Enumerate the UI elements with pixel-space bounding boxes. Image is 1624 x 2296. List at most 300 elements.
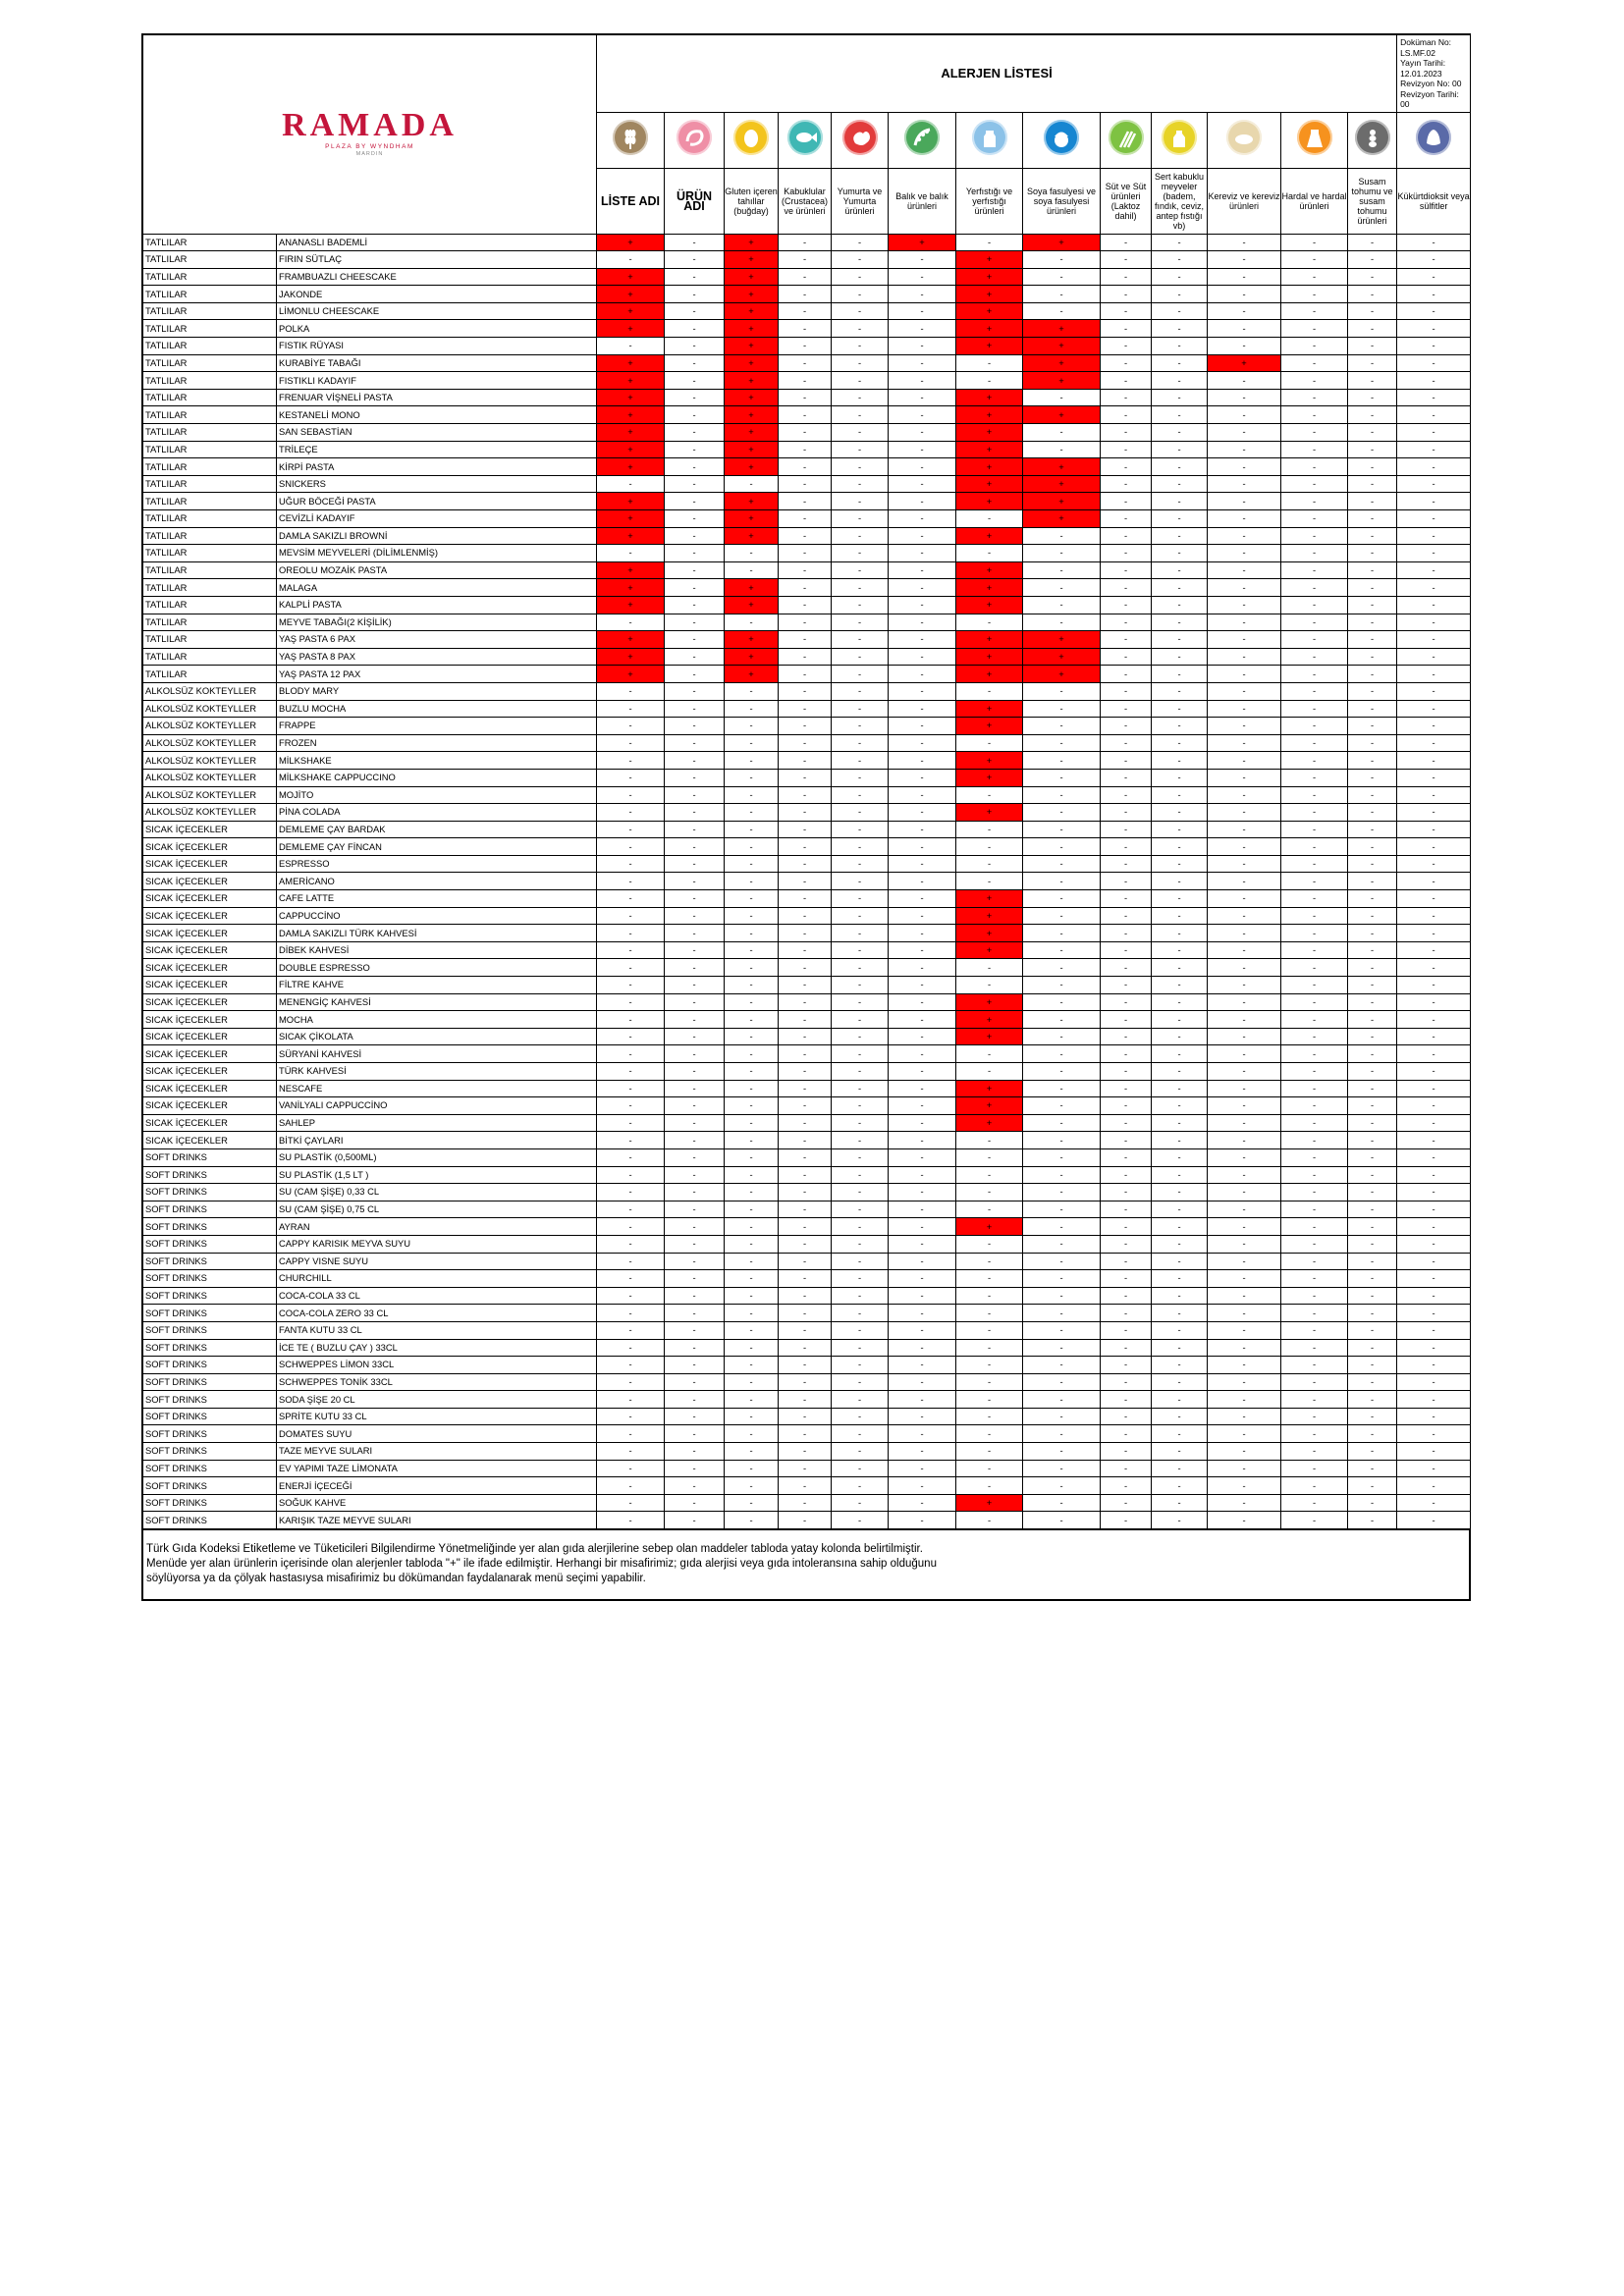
allergen-absent-cell: -: [1348, 1408, 1397, 1425]
allergen-absent-cell: -: [779, 873, 832, 890]
allergen-absent-cell: -: [597, 1166, 665, 1184]
allergen-absent-cell: -: [1152, 959, 1208, 977]
allergen-absent-cell: -: [1208, 1512, 1281, 1529]
allergen-absent-cell: -: [1023, 545, 1101, 562]
allergen-absent-cell: -: [779, 821, 832, 838]
list-name-cell: SICAK İÇECEKLER: [143, 1114, 277, 1132]
allergen-absent-cell: -: [1152, 1460, 1208, 1477]
allergen-absent-cell: -: [1152, 1063, 1208, 1081]
list-name-cell: SOFT DRINKS: [143, 1408, 277, 1425]
allergen-absent-cell: -: [1348, 941, 1397, 959]
allergen-absent-cell: -: [1397, 354, 1471, 372]
allergen-absent-cell: -: [1208, 372, 1281, 390]
allergen-icon-cell: [889, 112, 956, 168]
allergen-present-cell: +: [597, 561, 665, 579]
product-name-cell: COCA-COLA 33 CL: [277, 1287, 597, 1305]
allergen-absent-cell: -: [1208, 579, 1281, 597]
allergen-absent-cell: -: [832, 1512, 889, 1529]
allergen-absent-cell: -: [665, 1270, 725, 1288]
table-row: [143, 1512, 1471, 1529]
product-name-cell: SNICKERS: [277, 475, 597, 493]
allergen-absent-cell: -: [1023, 977, 1101, 994]
allergen-absent-cell: -: [1101, 1028, 1152, 1045]
allergen-column-header: Kereviz ve kereviz ürünleri: [1208, 168, 1281, 234]
allergen-absent-cell: -: [665, 993, 725, 1011]
allergen-absent-cell: -: [597, 959, 665, 977]
allergen-absent-cell: -: [665, 234, 725, 251]
allergen-absent-cell: -: [889, 631, 956, 649]
allergen-absent-cell: -: [832, 1305, 889, 1322]
footer-line-3: söylüyorsa ya da çölyak hastasıysa misafirimiz bu dökümandan faydalanarak menü seçimi yapabilir.: [146, 1573, 646, 1585]
allergen-absent-cell: -: [1101, 631, 1152, 649]
allergen-absent-cell: -: [665, 1443, 725, 1461]
allergen-present-cell: +: [956, 907, 1023, 925]
allergen-absent-cell: -: [1397, 1218, 1471, 1236]
allergen-absent-cell: -: [832, 718, 889, 735]
product-name-cell: LİMONLU CHEESCAKE: [277, 302, 597, 320]
allergen-absent-cell: -: [1397, 821, 1471, 838]
allergen-present-cell: +: [956, 268, 1023, 286]
allergen-absent-cell: -: [832, 838, 889, 856]
allergen-absent-cell: -: [597, 614, 665, 631]
allergen-absent-cell: -: [1023, 890, 1101, 908]
allergen-absent-cell: -: [832, 579, 889, 597]
allergen-absent-cell: -: [1397, 596, 1471, 614]
allergen-absent-cell: -: [889, 389, 956, 406]
list-name-cell: TATLILAR: [143, 614, 277, 631]
allergen-absent-cell: -: [725, 1235, 779, 1253]
allergen-absent-cell: -: [1208, 561, 1281, 579]
allergen-absent-cell: -: [832, 596, 889, 614]
allergen-absent-cell: -: [1152, 338, 1208, 355]
allergen-absent-cell: -: [1281, 475, 1348, 493]
allergen-absent-cell: -: [832, 389, 889, 406]
allergen-absent-cell: -: [1348, 734, 1397, 752]
allergen-absent-cell: -: [1152, 1321, 1208, 1339]
allergen-absent-cell: -: [597, 907, 665, 925]
allergen-absent-cell: -: [1397, 1443, 1471, 1461]
allergen-absent-cell: -: [597, 821, 665, 838]
list-name-cell: TATLILAR: [143, 389, 277, 406]
allergen-absent-cell: -: [1281, 666, 1348, 683]
allergen-absent-cell: -: [1397, 614, 1471, 631]
allergen-absent-cell: -: [1348, 1287, 1397, 1305]
allergen-absent-cell: -: [956, 838, 1023, 856]
allergen-absent-cell: -: [1348, 855, 1397, 873]
allergen-absent-cell: -: [665, 614, 725, 631]
table-row: [143, 734, 1471, 752]
allergen-absent-cell: -: [1101, 838, 1152, 856]
allergen-absent-cell: -: [725, 1253, 779, 1270]
product-name-cell: CHURCHILL: [277, 1270, 597, 1288]
allergen-absent-cell: -: [1152, 458, 1208, 476]
allergen-absent-cell: -: [725, 941, 779, 959]
allergen-present-cell: +: [1208, 354, 1281, 372]
allergen-absent-cell: -: [1397, 907, 1471, 925]
allergen-column-header: Hardal ve hardal ürünleri: [1281, 168, 1348, 234]
publish-date: Yayın Tarihi: 12.01.2023: [1400, 58, 1446, 79]
allergen-absent-cell: -: [597, 1114, 665, 1132]
allergen-absent-cell: -: [832, 338, 889, 355]
allergen-present-cell: +: [597, 648, 665, 666]
allergen-absent-cell: -: [1023, 1184, 1101, 1201]
allergen-absent-cell: -: [1348, 925, 1397, 942]
allergen-absent-cell: -: [597, 1357, 665, 1374]
allergen-absent-cell: -: [1397, 700, 1471, 718]
allergen-absent-cell: -: [1152, 286, 1208, 303]
allergen-absent-cell: -: [597, 1201, 665, 1218]
allergen-absent-cell: -: [1023, 1425, 1101, 1443]
list-name-cell: ALKOLSÜZ KOKTEYLLER: [143, 718, 277, 735]
allergen-present-cell: +: [956, 286, 1023, 303]
allergen-icon-cell: [1208, 112, 1281, 168]
list-name-cell: TATLILAR: [143, 424, 277, 442]
allergen-absent-cell: -: [1281, 682, 1348, 700]
allergen-absent-cell: -: [1101, 338, 1152, 355]
allergen-absent-cell: -: [1152, 855, 1208, 873]
product-name-cell: MEYVE TABAĞI(2 KİŞİLİK): [277, 614, 597, 631]
allergen-absent-cell: -: [665, 1148, 725, 1166]
allergen-absent-cell: -: [1281, 372, 1348, 390]
allergen-absent-cell: -: [597, 873, 665, 890]
allergen-absent-cell: -: [1023, 1148, 1101, 1166]
allergen-absent-cell: -: [1152, 1339, 1208, 1357]
product-name-cell: SAHLEP: [277, 1114, 597, 1132]
allergen-icon-cell: [779, 112, 832, 168]
allergen-present-cell: +: [597, 631, 665, 649]
allergen-column-header: Kükürtdioksit veya sülfitler: [1397, 168, 1471, 234]
allergen-absent-cell: -: [1023, 682, 1101, 700]
allergen-absent-cell: -: [1281, 941, 1348, 959]
allergen-absent-cell: -: [1101, 320, 1152, 338]
allergen-absent-cell: -: [1348, 1357, 1397, 1374]
allergen-absent-cell: -: [725, 682, 779, 700]
allergen-absent-cell: -: [1348, 1425, 1397, 1443]
logo-cell: [143, 35, 597, 235]
table-row: [143, 596, 1471, 614]
allergen-absent-cell: -: [597, 804, 665, 822]
allergen-absent-cell: -: [725, 1114, 779, 1132]
product-name-cell: YAŞ PASTA 6 PAX: [277, 631, 597, 649]
allergen-present-cell: +: [725, 338, 779, 355]
product-name-cell: DAMLA SAKIZLI BROWNİ: [277, 527, 597, 545]
allergen-column-header: Soya fasulyesi ve soya fasulyesi ürünleri: [1023, 168, 1101, 234]
allergen-absent-cell: -: [1208, 1063, 1281, 1081]
list-name-cell: SICAK İÇECEKLER: [143, 873, 277, 890]
allergen-column-header: Süt ve Süt ürünleri (Laktoz dahil): [1101, 168, 1152, 234]
allergen-absent-cell: -: [1101, 907, 1152, 925]
allergen-absent-cell: -: [779, 1270, 832, 1288]
allergen-absent-cell: -: [1348, 1063, 1397, 1081]
allergen-absent-cell: -: [597, 838, 665, 856]
allergen-absent-cell: -: [1348, 959, 1397, 977]
allergen-present-cell: +: [1023, 648, 1101, 666]
allergen-absent-cell: -: [1281, 579, 1348, 597]
allergen-absent-cell: -: [779, 1460, 832, 1477]
allergen-absent-cell: -: [665, 1253, 725, 1270]
allergen-absent-cell: -: [956, 1184, 1023, 1201]
allergen-absent-cell: -: [665, 1235, 725, 1253]
allergen-absent-cell: -: [597, 1080, 665, 1097]
allergen-absent-cell: -: [1152, 579, 1208, 597]
product-name-cell: VANİLYALI CAPPUCCİNO: [277, 1097, 597, 1115]
allergen-absent-cell: -: [1281, 890, 1348, 908]
allergen-present-cell: +: [956, 890, 1023, 908]
allergen-present-cell: +: [725, 268, 779, 286]
list-name-cell: TATLILAR: [143, 251, 277, 269]
allergen-absent-cell: -: [832, 907, 889, 925]
allergen-absent-cell: -: [1023, 1080, 1101, 1097]
allergen-absent-cell: -: [725, 561, 779, 579]
allergen-absent-cell: -: [1397, 873, 1471, 890]
product-name-cell: KESTANELİ MONO: [277, 406, 597, 424]
list-name-cell: SICAK İÇECEKLER: [143, 1045, 277, 1063]
allergen-present-cell: +: [956, 579, 1023, 597]
table-row: [143, 458, 1471, 476]
allergen-absent-cell: -: [1023, 993, 1101, 1011]
allergen-absent-cell: -: [1101, 1357, 1152, 1374]
allergen-absent-cell: -: [1101, 890, 1152, 908]
allergen-absent-cell: -: [956, 1477, 1023, 1495]
allergen-absent-cell: -: [1348, 1321, 1397, 1339]
allergen-absent-cell: -: [1397, 286, 1471, 303]
allergen-absent-cell: -: [1281, 1097, 1348, 1115]
allergen-absent-cell: -: [1348, 1270, 1397, 1288]
allergen-absent-cell: -: [1397, 804, 1471, 822]
allergen-absent-cell: -: [1397, 1184, 1471, 1201]
table-row: [143, 666, 1471, 683]
allergen-absent-cell: -: [1397, 1201, 1471, 1218]
lupin-icon: [1355, 120, 1390, 155]
allergen-absent-cell: -: [725, 1425, 779, 1443]
product-name-cell: DOUBLE ESPRESSO: [277, 959, 597, 977]
allergen-absent-cell: -: [1023, 1114, 1101, 1132]
allergen-present-cell: +: [956, 993, 1023, 1011]
allergen-absent-cell: -: [1208, 1080, 1281, 1097]
allergen-absent-cell: -: [597, 338, 665, 355]
allergen-absent-cell: -: [1281, 1443, 1348, 1461]
allergen-absent-cell: -: [1208, 475, 1281, 493]
product-name-cell: DAMLA SAKIZLI TÜRK KAHVESİ: [277, 925, 597, 942]
allergen-absent-cell: -: [725, 1201, 779, 1218]
allergen-absent-cell: -: [832, 493, 889, 510]
allergen-absent-cell: -: [1281, 648, 1348, 666]
allergen-absent-cell: -: [889, 1287, 956, 1305]
allergen-absent-cell: -: [1023, 804, 1101, 822]
allergen-present-cell: +: [956, 700, 1023, 718]
allergen-absent-cell: -: [779, 1408, 832, 1425]
allergen-absent-cell: -: [1208, 1270, 1281, 1288]
allergen-absent-cell: -: [1101, 1166, 1152, 1184]
allergen-absent-cell: -: [665, 1097, 725, 1115]
allergen-absent-cell: -: [1348, 1373, 1397, 1391]
allergen-absent-cell: -: [1208, 389, 1281, 406]
allergen-absent-cell: -: [956, 734, 1023, 752]
allergen-absent-cell: -: [725, 1270, 779, 1288]
table-row: [143, 1305, 1471, 1322]
allergen-absent-cell: -: [1152, 268, 1208, 286]
allergen-present-cell: +: [956, 769, 1023, 786]
allergen-absent-cell: -: [889, 561, 956, 579]
table-row: [143, 855, 1471, 873]
allergen-absent-cell: -: [779, 941, 832, 959]
allergen-absent-cell: -: [1101, 1425, 1152, 1443]
allergen-present-cell: +: [725, 320, 779, 338]
allergen-absent-cell: -: [1348, 1253, 1397, 1270]
allergen-absent-cell: -: [779, 1184, 832, 1201]
allergen-absent-cell: -: [889, 855, 956, 873]
table-row: [143, 786, 1471, 804]
allergen-absent-cell: -: [832, 1494, 889, 1512]
list-name-cell: TATLILAR: [143, 510, 277, 528]
allergen-absent-cell: -: [597, 734, 665, 752]
allergen-absent-cell: -: [1397, 941, 1471, 959]
allergen-table: [142, 34, 1471, 1529]
list-name-cell: SICAK İÇECEKLER: [143, 1132, 277, 1149]
allergen-absent-cell: -: [1023, 579, 1101, 597]
allergen-absent-cell: -: [665, 700, 725, 718]
allergen-absent-cell: -: [1281, 855, 1348, 873]
allergen-present-cell: +: [956, 1011, 1023, 1029]
table-row: [143, 631, 1471, 649]
allergen-absent-cell: -: [889, 959, 956, 977]
allergen-absent-cell: -: [889, 441, 956, 458]
allergen-absent-cell: -: [1101, 1201, 1152, 1218]
allergen-absent-cell: -: [1397, 1373, 1471, 1391]
allergen-absent-cell: -: [1348, 1235, 1397, 1253]
allergen-present-cell: +: [1023, 320, 1101, 338]
allergen-present-cell: +: [1023, 475, 1101, 493]
allergen-absent-cell: -: [1281, 545, 1348, 562]
allergen-absent-cell: -: [725, 1305, 779, 1322]
table-row: [143, 475, 1471, 493]
product-name-cell: FIRIN SÜTLAÇ: [277, 251, 597, 269]
allergen-absent-cell: -: [1397, 1512, 1471, 1529]
allergen-absent-cell: -: [889, 1148, 956, 1166]
mustard-icon: [1162, 120, 1197, 155]
allergen-absent-cell: -: [1397, 734, 1471, 752]
product-name-cell: EV YAPIMI TAZE LİMONATA: [277, 1460, 597, 1477]
allergen-absent-cell: -: [597, 890, 665, 908]
allergen-absent-cell: -: [779, 1148, 832, 1166]
allergen-absent-cell: -: [725, 1357, 779, 1374]
product-name-cell: CAPPY KARISIK MEYVA SUYU: [277, 1235, 597, 1253]
allergen-present-cell: +: [725, 579, 779, 597]
allergen-absent-cell: -: [1101, 1460, 1152, 1477]
allergen-absent-cell: -: [779, 475, 832, 493]
allergen-absent-cell: -: [1208, 1045, 1281, 1063]
allergen-absent-cell: -: [1281, 1114, 1348, 1132]
product-name-cell: DİBEK KAHVESİ: [277, 941, 597, 959]
table-row: [143, 1357, 1471, 1374]
table-row: [143, 1287, 1471, 1305]
allergen-absent-cell: -: [1152, 596, 1208, 614]
product-name-cell: İCE TE ( BUZLU ÇAY ) 33CL: [277, 1339, 597, 1357]
allergen-absent-cell: -: [1397, 1063, 1471, 1081]
allergen-absent-cell: -: [1208, 786, 1281, 804]
allergen-absent-cell: -: [889, 545, 956, 562]
allergen-sheet: [141, 33, 1471, 1601]
allergen-absent-cell: -: [1023, 1201, 1101, 1218]
allergen-absent-cell: -: [832, 977, 889, 994]
allergen-absent-cell: -: [832, 734, 889, 752]
allergen-absent-cell: -: [1101, 1512, 1152, 1529]
allergen-absent-cell: -: [1023, 769, 1101, 786]
allergen-absent-cell: -: [779, 925, 832, 942]
allergen-absent-cell: -: [1208, 1443, 1281, 1461]
allergen-column-header: Susam tohumu ve susam tohumu ürünleri: [1348, 168, 1397, 234]
allergen-absent-cell: -: [665, 1166, 725, 1184]
allergen-absent-cell: -: [889, 700, 956, 718]
allergen-absent-cell: -: [1348, 1148, 1397, 1166]
allergen-absent-cell: -: [1101, 1391, 1152, 1409]
allergen-absent-cell: -: [725, 734, 779, 752]
allergen-absent-cell: -: [725, 993, 779, 1011]
allergen-absent-cell: -: [1101, 561, 1152, 579]
allergen-absent-cell: -: [1281, 1425, 1348, 1443]
product-name-cell: UĞUR BÖCEĞİ PASTA: [277, 493, 597, 510]
allergen-absent-cell: -: [665, 631, 725, 649]
allergen-absent-cell: -: [832, 458, 889, 476]
allergen-absent-cell: -: [1348, 579, 1397, 597]
list-name-cell: ALKOLSÜZ KOKTEYLLER: [143, 804, 277, 822]
allergen-absent-cell: -: [1281, 1148, 1348, 1166]
allergen-absent-cell: -: [779, 890, 832, 908]
table-row: [143, 493, 1471, 510]
allergen-absent-cell: -: [832, 545, 889, 562]
allergen-absent-cell: -: [1208, 631, 1281, 649]
allergen-absent-cell: -: [832, 1201, 889, 1218]
allergen-absent-cell: -: [597, 925, 665, 942]
allergen-absent-cell: -: [725, 838, 779, 856]
allergen-absent-cell: -: [889, 268, 956, 286]
allergen-absent-cell: -: [779, 838, 832, 856]
allergen-absent-cell: -: [1023, 424, 1101, 442]
allergen-absent-cell: -: [1152, 1357, 1208, 1374]
allergen-absent-cell: -: [1152, 234, 1208, 251]
allergen-absent-cell: -: [1208, 424, 1281, 442]
allergen-absent-cell: -: [597, 941, 665, 959]
list-name-cell: SOFT DRINKS: [143, 1494, 277, 1512]
allergen-absent-cell: -: [1397, 925, 1471, 942]
allergen-absent-cell: -: [1101, 1477, 1152, 1495]
table-row: [143, 682, 1471, 700]
allergen-absent-cell: -: [1208, 1408, 1281, 1425]
list-name-cell: SOFT DRINKS: [143, 1512, 277, 1529]
allergen-absent-cell: -: [1281, 769, 1348, 786]
allergen-absent-cell: -: [1023, 873, 1101, 890]
allergen-absent-cell: -: [779, 959, 832, 977]
table-row: [143, 977, 1471, 994]
logo-wordmark: RAMADA: [282, 106, 458, 143]
table-row: [143, 372, 1471, 390]
allergen-absent-cell: -: [1208, 838, 1281, 856]
allergen-absent-cell: -: [832, 372, 889, 390]
allergen-absent-cell: -: [1397, 890, 1471, 908]
allergen-absent-cell: -: [1208, 493, 1281, 510]
allergen-absent-cell: -: [1208, 1391, 1281, 1409]
allergen-absent-cell: -: [1023, 718, 1101, 735]
list-name-cell: SOFT DRINKS: [143, 1477, 277, 1495]
allergen-absent-cell: -: [1348, 596, 1397, 614]
allergen-absent-cell: -: [1281, 1011, 1348, 1029]
allergen-present-cell: +: [725, 389, 779, 406]
allergen-absent-cell: -: [1152, 682, 1208, 700]
list-name-cell: SICAK İÇECEKLER: [143, 977, 277, 994]
allergen-absent-cell: -: [779, 648, 832, 666]
allergen-column-header: Sert kabuklu meyveler (badem, fındık, ceviz, antep fıstığı vb): [1152, 168, 1208, 234]
allergen-absent-cell: -: [1397, 1357, 1471, 1374]
